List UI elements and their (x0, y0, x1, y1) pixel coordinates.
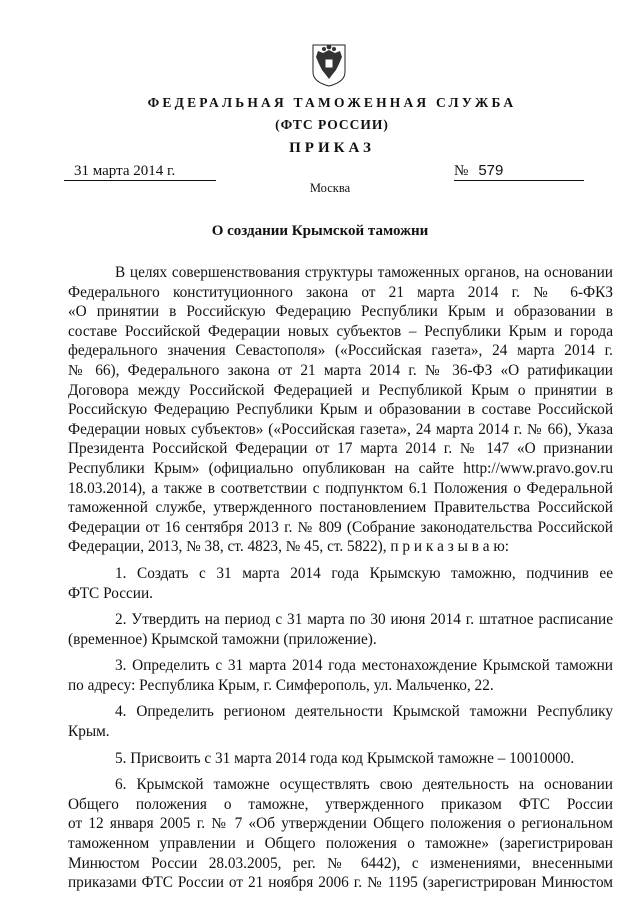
body-line: Договора между Российской Федерацией и Республикой Крым о принятии в (68, 381, 613, 399)
document-type: ПРИКАЗ (289, 140, 375, 156)
body-line: федерального значения Севастополя» («Российская газета», 24 марта 2014 г. (68, 342, 613, 360)
order-number: 579 (478, 162, 504, 179)
body-line: 5. Присвоить с 31 марта 2014 года код Крымской таможне – 10010000. (115, 749, 575, 767)
body-line: по адресу: Республика Крым, г. Симферополь, ул. Мальченко, 22. (68, 676, 494, 694)
body-line: Российскую Федерацию Республики Крым и образовании в составе Российской (68, 401, 613, 419)
body-line: Федерации от 16 сентября 2013 г. № 809 (Собрание законодательства Российской (68, 518, 613, 536)
body-line: Федерации, 2013, № 38, ст. 4823, № 45, ст. 5822), п р и к а з ы в а ю: (68, 538, 510, 556)
body-line: от 12 января 2005 г. № 7 «Об утверждении Общего положения о региональном (68, 815, 613, 833)
body-line: (временное) Крымской таможни (приложение). (68, 630, 377, 648)
agency-name: ФЕДЕРАЛЬНАЯ ТАМОЖЕННАЯ СЛУЖБА (147, 95, 517, 110)
body-line: Федерации новых субъектов» («Российская газета», 24 марта 2014 г. № 66), Указа (68, 420, 613, 438)
document-title: О создании Крымской таможни (211, 223, 429, 239)
body-line: 2. Утвердить на период с 31 марта по 30 июня 2014 г. штатное расписание (115, 611, 613, 629)
body-line: ФТС России. (68, 584, 154, 602)
body-line: № 66), Федерального закона от 21 марта 2014 г. № 36-ФЗ «О ратификации (68, 361, 613, 379)
body-line: Республики Крым» (официально опубликован на сайте http://www.pravo.gov.ru (68, 459, 613, 477)
document-body (68, 263, 613, 893)
body-line: приказами ФТС России от 21 ноября 2006 г. № 1195 (зарегистрирован Минюстом (68, 874, 613, 892)
russian-coat-of-arms-icon (309, 42, 349, 87)
body-line: 3. Определить с 31 марта 2014 года местонахождение Крымской таможни (115, 657, 613, 675)
body-line: Минюстом России 28.03.2005, рег. № 6442), с изменениями, внесенными (68, 854, 613, 872)
body-line: таможенной службе, утвержденного постановлением Правительства Российской (68, 499, 613, 517)
body-line: В целях совершенствования структуры таможенных органов, на основании (115, 264, 613, 281)
body-line: таможенном управлении и Общего положения о таможне» (зарегистрирован (68, 835, 613, 853)
body-line: Федерального конституционного закона от 21 марта 2014 г. № 6-ФКЗ (68, 283, 613, 301)
body-line: 4. Определить регионом деятельности Крымской таможни Республику (115, 703, 613, 721)
order-date: 31 марта 2014 г. (64, 162, 216, 181)
body-line: составе Российской Федерации новых субъектов – Республики Крым и города (68, 322, 613, 340)
body-line: Крым. (68, 723, 110, 741)
body-line: 1. Создать с 31 марта 2014 года Крымскую таможню, подчинив ее (115, 564, 613, 582)
body-line: Общего положения о таможне, утвержденного приказом ФТС России (68, 795, 613, 813)
body-line: Президента Российской Федерации от 17 марта 2014 г. № 147 «О признании (68, 440, 613, 458)
body-line: «О принятии в Российскую Федерацию Республики Крым и образовании в (68, 303, 613, 321)
order-number-field (454, 162, 584, 181)
body-line: 18.03.2014), а также в соответствии с подпунктом 6.1 Положения о Федеральной (68, 479, 613, 497)
body-line: 6. Крымской таможне осуществлять свою деятельность на основании (115, 776, 613, 794)
number-label: № (454, 163, 469, 179)
agency-short-name: (ФТС РОССИИ) (275, 117, 389, 132)
city: Москва (309, 181, 351, 195)
